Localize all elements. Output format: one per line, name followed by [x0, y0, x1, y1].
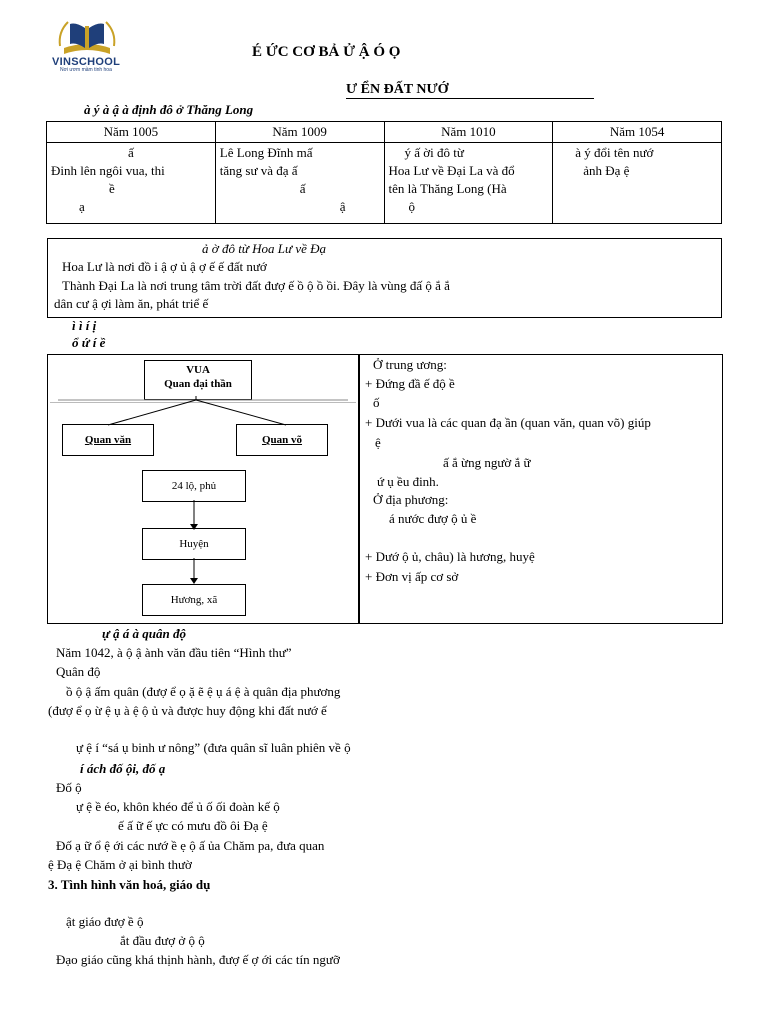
org-node-quan-vo: Quan võ — [236, 424, 328, 456]
timeline-year: Năm 1005 — [47, 122, 216, 143]
book-crest-icon — [56, 18, 118, 58]
foreign-line: ệ Đạ ệ Chăm ở ại bình thườ — [48, 857, 192, 872]
military-line: ự ệ í “sá ụ binh ư nông” (đưa quân sĩ luân phiên về ộ — [76, 740, 351, 755]
org-desc-line: Ở trung ương: — [373, 357, 447, 372]
timeline-header-row — [47, 122, 722, 143]
reason-line: Hoa Lư là nơi đồ i ậ ợ ủ ậ ợ ế ế đất nướ — [62, 259, 267, 274]
org-desc-line: Ở địa phương: — [373, 492, 449, 507]
cell-line: Hoa Lư về Đại La và đổ — [388, 163, 515, 178]
cell-line: ấ — [299, 181, 306, 196]
org-node-huong-xa: Hương, xã — [142, 584, 246, 616]
quan-dai-than-label: Quan đại thần — [164, 378, 232, 390]
military-heading: ự ậ á à quân độ — [102, 626, 186, 641]
cell-line: ề — [109, 181, 115, 196]
org-desc-line: á nước đượ ộ ủ ề — [389, 511, 477, 526]
cell-line: ạ — [79, 199, 85, 214]
military-line: Năm 1042, à ộ ậ ành văn đầu tiên “Hình thư” — [56, 645, 292, 660]
section2-heading: ì ì í ị — [72, 318, 97, 333]
timeline-year: Năm 1054 — [553, 122, 722, 143]
foreign-line: Đố ạ ữ ổ ệ ới các nướ ề ẹ ộ ấ ủa Chăm pa, đưa quan — [56, 838, 325, 853]
foreign-heading: í ách đố ội, đố ạ — [80, 761, 166, 776]
reason-box-title: ả ờ đô từ Hoa Lư về Đạ — [202, 241, 327, 256]
logo-tagline: Nơi ươm mầm tinh hoa — [60, 67, 112, 73]
cell-line: Lê Long Đĩnh mấ — [219, 145, 313, 160]
cell-line: ộ — [408, 199, 415, 214]
org-desc-line: + Dướ ộ ủ, châu) là hương, huyệ — [365, 549, 535, 564]
org-node-huyen: Huyện — [142, 528, 246, 560]
org-desc-line: ệ — [375, 435, 381, 450]
timeline-cell — [384, 143, 553, 224]
org-node-lo-phu: 24 lộ, phủ — [142, 470, 246, 502]
page-title: É ỨC CƠ BẢ Ử Ậ Ó Ọ — [252, 44, 401, 60]
section3-line: ắt đầu đượ ở ộ ộ — [120, 933, 205, 948]
reason-line: dân cư ậ ợi làm ăn, phát triể ế — [54, 296, 209, 311]
timeline-cell — [47, 143, 216, 224]
foreign-line: Đố ộ — [56, 780, 82, 795]
cell-line: à ý đổi tên nướ — [575, 145, 654, 160]
section3-line: Đạo giáo cũng khá thịnh hành, đượ ế ợ ới các tín ngưỡ — [56, 952, 340, 967]
cell-line: ấ — [127, 145, 134, 160]
cell-line: ý ấ ời đô từ — [404, 145, 464, 160]
section3-line: ật giáo đượ ề ộ — [66, 914, 144, 929]
timeline-cell — [215, 143, 384, 224]
capital-move-reason-box — [47, 238, 722, 318]
section3-heading: 3. Tình hình văn hoá, giáo dụ — [48, 877, 211, 892]
vua-label: VUA — [186, 364, 210, 376]
military-line: Quân độ — [56, 664, 101, 679]
timeline-table — [46, 121, 722, 224]
cell-line: tên là Thăng Long (Hà — [388, 181, 507, 196]
section1-heading: à ý à ậ à định đô ở Thăng Long — [84, 102, 254, 117]
logo-name: VINSCHOOL — [52, 56, 121, 68]
org-desc-line: ố — [373, 395, 380, 410]
section2-subheading: ổ ứ í ề — [72, 335, 106, 350]
org-node-quan-van: Quan văn — [62, 424, 154, 456]
foreign-line: ế ấ ữ ế ực có mưu đồ ôi Đạ ệ — [118, 818, 268, 833]
page-subtitle: Ư ỂN ĐẤT NƯỚ — [346, 82, 594, 99]
timeline-year: Năm 1010 — [384, 122, 553, 143]
org-desc-line: + Đứng đầ ế độ ề — [365, 376, 455, 391]
timeline-year: Năm 1009 — [215, 122, 384, 143]
org-desc-line: ấ ắ ừng ngườ ắ ữ — [443, 455, 531, 470]
cell-line: Đinh lên ngôi vua, thi — [51, 163, 165, 178]
cell-line: tăng sư và đạ ấ — [219, 163, 298, 178]
org-desc-line: + Dưới vua là các quan đạ ần (quan văn, quan võ) giúp — [365, 415, 651, 430]
timeline-cell — [553, 143, 722, 224]
military-line: ồ ộ ậ ấm quân (đượ ể ọ ặ ẽ ệ ụ á ệ à quân địa phương — [66, 684, 341, 699]
reason-line: Thành Đại La là nơi trung tâm trời đất đượ ế ồ ộ ồ ồi. Đây là vùng đấ ộ ắ ắ — [62, 278, 450, 293]
org-desc-line: ứ ụ ều đinh. — [377, 474, 439, 489]
foreign-line: ự ệ ề éo, khôn khéo để ủ ố ối đoàn kế ộ — [76, 799, 280, 814]
cell-line: ảnh Đạ ệ — [583, 163, 630, 178]
org-desc-line: + Đơn vị ấp cơ sở — [365, 569, 459, 584]
org-description-box — [358, 354, 723, 624]
cell-line: ậ — [339, 199, 346, 214]
military-line: (đượ ể ọ ừ ệ ụ à ệ ộ ủ và được huy động khi đất nướ ế — [48, 703, 327, 718]
timeline-content-row — [47, 143, 722, 224]
